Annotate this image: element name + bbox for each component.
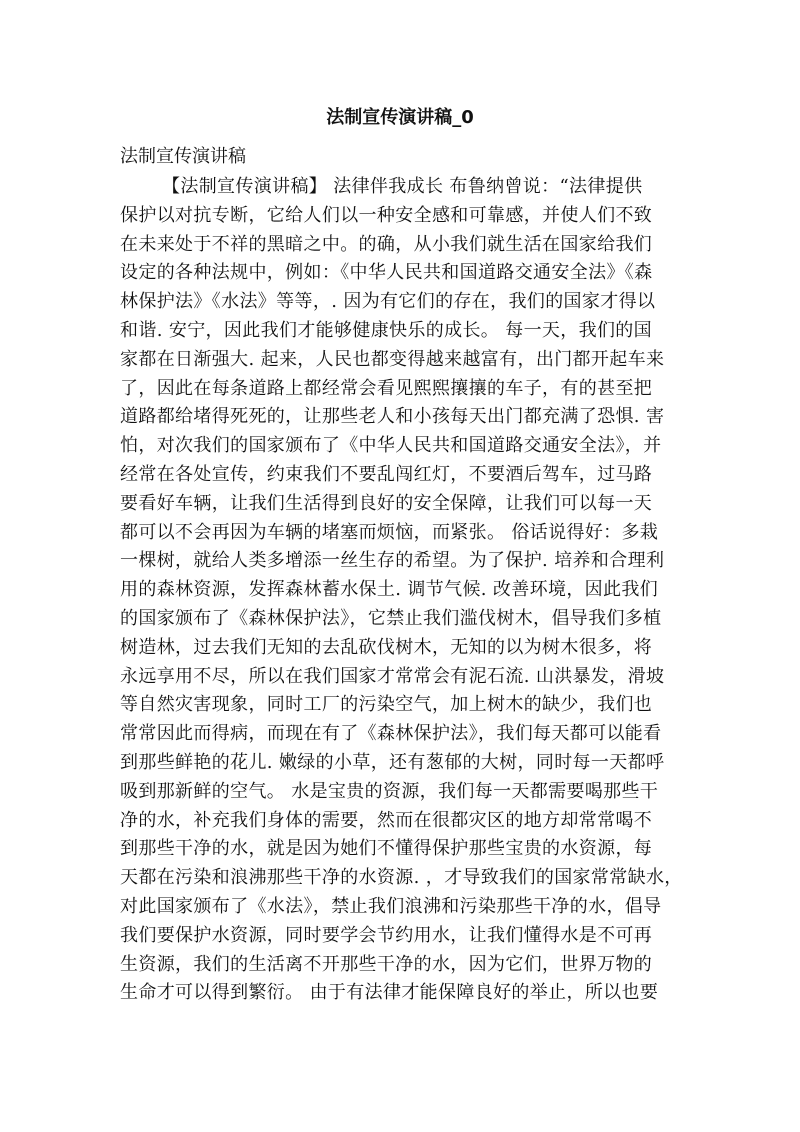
body-line: 永远享用不尽，所以在我们国家才常常会有泥石流. 山洪暴发，滑坡 — [120, 665, 665, 687]
body-line: 生资源，我们的生活离不开那些干净的水，因为它们，世界万物的 — [120, 953, 653, 975]
body-line: 的国家颁布了《森林保护法》，它禁止我们滥伐树木，倡导我们多植 — [120, 607, 662, 629]
body-line: 我们要保护水资源，同时要学会节约用水，让我们懂得水是不可再 — [120, 924, 653, 946]
body-line: 和谐. 安宁，因此我们才能够健康快乐的成长。 每一天，我们的国 — [120, 319, 653, 341]
body-line: 怕，对次我们的国家颁布了《中华人民共和国道路交通安全法》，并 — [120, 435, 662, 457]
body-line: 一棵树，就给人类多增添一丝生存的希望。为了保护. 培养和合理利 — [120, 550, 665, 572]
document-subtitle: 法制宣传演讲稿 — [120, 146, 246, 167]
body-line: 到那些鲜艳的花儿. 嫩绿的小草，还有葱郁的大树，同时每一天都呼 — [120, 751, 665, 773]
body-line: 保护以对抗专断，它给人们以一种安全感和可靠感，并使人们不致 — [120, 204, 653, 226]
document-body — [120, 173, 685, 1008]
body-line: 道路都给堵得死死的，让那些老人和小孩每天出门都充满了恐惧. 害 — [120, 406, 665, 428]
body-line: 林保护法》《水法》等等，. 因为有它们的存在，我们的国家才得以 — [120, 291, 656, 313]
body-line: 对此国家颁布了《水法》，禁止我们浪沸和污染那些干净的水，倡导 — [120, 895, 662, 917]
body-line: 净的水，补充我们身体的需要，然而在很都灾区的地方却常常喝不 — [120, 809, 653, 831]
body-line: 吸到那新鲜的空气。 水是宝贵的资源，我们每一天都需要喝那些干 — [120, 780, 659, 802]
body-line: 树造林，过去我们无知的去乱砍伐树木，无知的以为树木很多，将 — [120, 636, 653, 658]
body-line: 家都在日渐强大. 起来，人民也都变得越来越富有，出门都开起车来 — [120, 348, 665, 370]
body-line: 等自然灾害现象，同时工厂的污染空气，加上树木的缺少，我们也 — [120, 694, 653, 716]
body-line: 都可以不会再因为车辆的堵塞而烦恼，而紧张。 俗话说得好：多栽 — [120, 521, 659, 543]
body-line: 生命才可以得到繁衍。 由于有法律才能保障良好的举止，所以也要 — [120, 982, 659, 1004]
body-line: 用的森林资源，发挥森林蓄水保土. 调节气候. 改善环境，因此我们 — [120, 579, 659, 601]
document-title: 法制宣传演讲稿_0 — [326, 107, 474, 128]
body-line: 常常因此而得病，而现在有了《森林保护法》，我们每天都可以能看 — [120, 723, 662, 745]
body-line: 设定的各种法规中，例如：《中华人民共和国道路交通安全法》《森 — [120, 262, 653, 284]
body-line: 到那些干净的水，就是因为她们不懂得保护那些宝贵的水资源，每 — [120, 838, 653, 860]
body-line: 要看好车辆，让我们生活得到良好的安全保障，让我们可以每一天 — [120, 492, 653, 514]
body-line: 在未来处于不祥的黑暗之中。的确，从小我们就生活在国家给我们 — [120, 233, 653, 255]
body-line: 经常在各处宣传，约束我们不要乱闯红灯，不要酒后驾车，过马路 — [120, 463, 653, 485]
body-line: 【法制宣传演讲稿】 法律伴我成长 布鲁纳曾说：“法律提供 — [162, 176, 643, 197]
body-line: 天都在污染和浪沸那些干净的水资源. ，才导致我们的国家常常缺水， — [120, 867, 683, 889]
body-line: 了，因此在每条道路上都经常会看见熙熙攘攘的车子，有的甚至把 — [120, 377, 653, 399]
